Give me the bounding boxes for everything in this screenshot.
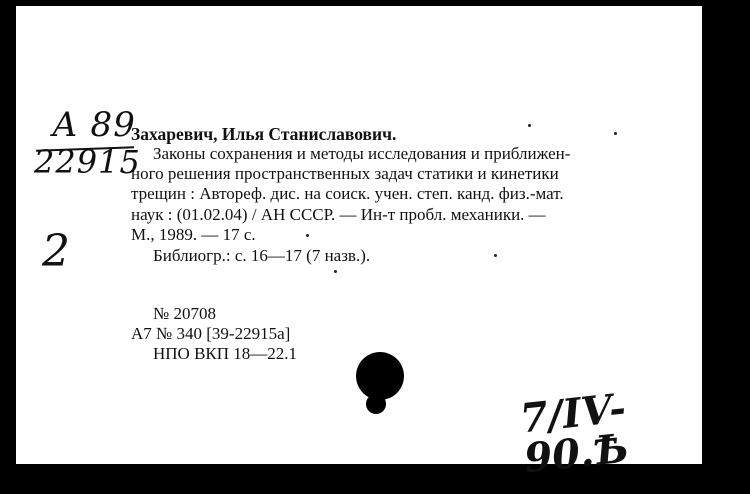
speck [528, 124, 531, 127]
copy-mark: 2 [42, 226, 70, 277]
ink-blot [356, 352, 404, 400]
author-heading: Захаревич, Илья Станиславович. [131, 124, 397, 144]
handwritten-date: 7/IV-90.Ѣ [517, 384, 632, 483]
title-line-3: трещин : Автореф. дис. на соиск. учен. степ. канд. физ.-мат. [131, 184, 564, 203]
a7-line: А7 № 340 [39-22915а] [131, 324, 291, 343]
accession-number: № 20708 [153, 304, 216, 323]
shelfmark-bottom: 22915 [34, 143, 141, 181]
title-line-1: Законы сохранения и методы исследования и приближен- [153, 144, 571, 163]
title-line-2: ного решения пространственных задач статики и кинетики [131, 164, 559, 183]
speck [306, 234, 309, 237]
imprint-line: М., 1989. — 17 с. [131, 225, 256, 244]
title-line-4: наук : (01.02.04) / АН СССР. — Ин-т пробл. механики. — [131, 205, 546, 224]
speck [494, 254, 497, 257]
speck [614, 132, 617, 135]
npo-line: НПО ВКП 18—22.1 [153, 344, 298, 363]
speck [334, 270, 337, 273]
shelfmark-top: А 89 [52, 105, 136, 145]
ink-blot-tail [366, 394, 386, 414]
bibliography-note: Библиогр.: с. 16—17 (7 назв.). [153, 246, 371, 265]
catalog-card [16, 6, 702, 483]
